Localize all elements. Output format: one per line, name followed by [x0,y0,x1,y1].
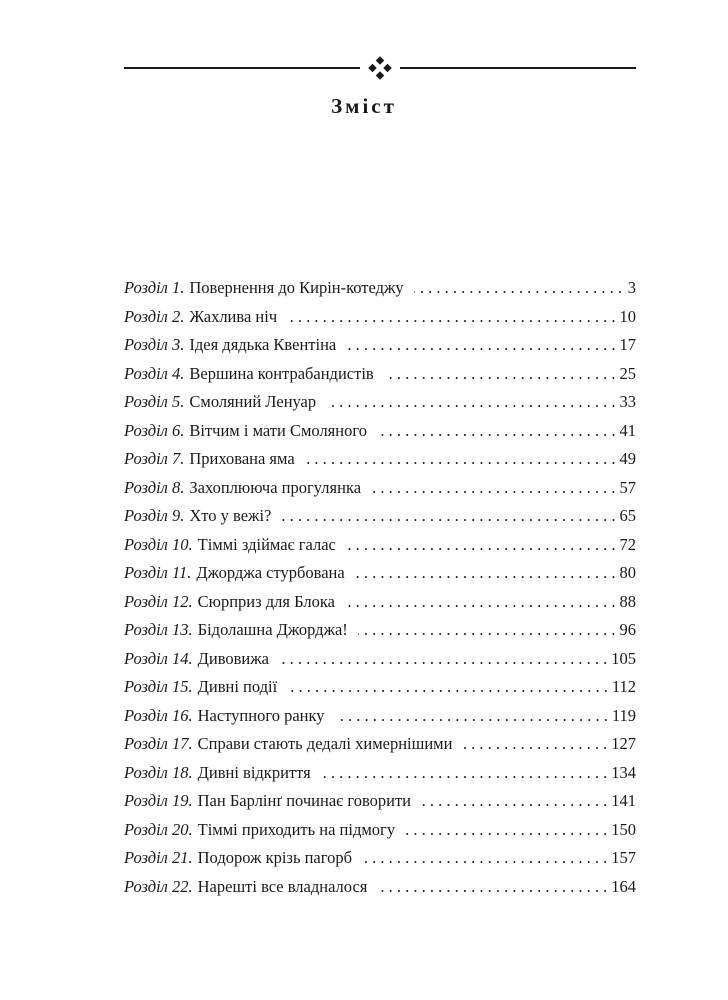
toc-entry[interactable] [124,502,636,531]
toc-entry[interactable] [124,588,636,617]
chapter-title: Хто у вежі? [189,506,272,525]
chapter-label: Розділ 4. [124,363,185,383]
table-of-contents [124,274,636,901]
chapter-page-number: 112 [611,677,636,696]
dot-leader [384,360,616,389]
chapter-page-number: 88 [619,591,636,611]
chapter-label: Розділ 10. [124,534,193,554]
chapter-page-number: 49 [619,449,636,468]
chapter-label: Розділ 19. [124,791,193,810]
dot-leader [355,559,616,588]
chapter-title: Дивовижа [197,648,269,668]
chapter-page-number: 3 [627,278,636,297]
chapter-page-number: 150 [611,819,636,839]
toc-entry[interactable] [124,445,636,474]
chapter-label: Розділ 7. [124,449,185,468]
chapter-title: Дивні події [197,677,278,696]
chapter-page-number: 157 [611,848,636,867]
chapter-page-number: 105 [611,648,636,668]
chapter-title: Вітчим і мати Смоляного [189,420,367,440]
chapter-page-number: 141 [611,791,636,810]
toc-entry[interactable] [124,616,636,645]
chapter-label: Розділ 1. [124,278,185,297]
dot-leader [335,702,608,731]
chapter-title: Дивні відкриття [197,762,311,782]
page-title: Зміст [331,94,397,118]
toc-entry[interactable] [124,844,636,873]
chapter-page-number: 33 [619,392,636,411]
dot-leader [345,588,616,617]
ornament-line-right [400,67,636,69]
chapter-label: Розділ 18. [124,762,193,782]
chapter-label: Розділ 8. [124,477,185,497]
chapter-page-number: 119 [611,705,636,725]
dot-leader [377,417,616,446]
chapter-title: Джорджа стурбована [196,563,345,582]
toc-entry[interactable] [124,417,636,446]
chapter-label: Розділ 16. [124,705,193,725]
chapter-label: Розділ 20. [124,819,193,839]
chapter-label: Розділ 6. [124,420,185,440]
dot-leader [346,531,616,560]
dot-leader [287,673,608,702]
toc-entry[interactable] [124,303,636,332]
dot-leader [362,844,607,873]
chapter-title: Нарешті все владналося [197,876,368,896]
chapter-page-number: 164 [611,876,636,896]
chapter-page-number: 17 [619,335,636,354]
dot-leader [321,759,608,788]
dot-leader [346,331,615,360]
toc-entry[interactable] [124,787,636,816]
chapter-title: Захоплююча прогулянка [189,477,362,497]
toc-entry[interactable] [124,759,636,788]
chapter-page-number: 127 [611,734,636,753]
chapter-title: Пан Барлінґ починає говорити [197,791,412,810]
chapter-title: Тіммі приходить на підмогу [197,819,396,839]
dot-leader [326,388,615,417]
toc-entry[interactable] [124,531,636,560]
toc-entry[interactable] [124,360,636,389]
chapter-title: Повернення до Кирін-котеджу [189,278,404,297]
chapter-title: Справи стають дедалі химернішими [197,734,453,753]
dot-leader [421,787,607,816]
chapter-page-number: 72 [619,534,636,554]
chapter-title: Тіммі здіймає галас [197,534,336,554]
toc-entry[interactable] [124,816,636,845]
chapter-title: Наступного ранку [197,705,325,725]
chapter-label: Розділ 2. [124,306,185,326]
dot-leader [371,474,615,503]
chapter-title: Сюрприз для Блока [197,591,335,611]
chapter-label: Розділ 13. [124,620,193,639]
chapter-label: Розділ 14. [124,648,193,668]
chapter-label: Розділ 17. [124,734,193,753]
dot-leader [405,816,607,845]
header-ornament [124,58,636,78]
chapter-label: Розділ 21. [124,848,193,867]
dot-leader [281,502,615,531]
chapter-title: Подорож крізь пагорб [197,848,352,867]
chapter-label: Розділ 22. [124,876,193,896]
dot-leader [462,730,607,759]
toc-entry[interactable] [124,331,636,360]
chapter-title: Жахлива ніч [189,306,278,326]
chapter-title: Вершина контрабандистів [189,363,374,383]
chapter-page-number: 41 [619,420,636,440]
toc-entry[interactable] [124,873,636,902]
toc-entry[interactable] [124,474,636,503]
chapter-label: Розділ 5. [124,392,185,411]
toc-entry[interactable] [124,388,636,417]
toc-entry[interactable] [124,702,636,731]
chapter-page-number: 25 [619,363,636,383]
toc-entry[interactable] [124,730,636,759]
chapter-page-number: 65 [619,506,636,525]
chapter-page-number: 96 [619,620,636,639]
chapter-page-number: 80 [619,563,636,582]
dot-leader [279,645,607,674]
toc-entry[interactable] [124,559,636,588]
dot-leader [358,616,616,645]
diamond-ornament-icon [368,56,392,80]
chapter-label: Розділ 11. [124,563,192,582]
toc-entry[interactable] [124,673,636,702]
chapter-label: Розділ 15. [124,677,193,696]
chapter-label: Розділ 12. [124,591,193,611]
chapter-title: Ідея дядька Квентіна [189,335,337,354]
dot-leader [287,303,615,332]
ornament-line-left [124,67,360,69]
chapter-label: Розділ 9. [124,506,185,525]
toc-entry[interactable] [124,274,636,303]
chapter-page-number: 10 [619,306,636,326]
chapter-label: Розділ 3. [124,335,185,354]
dot-leader [414,274,622,303]
toc-entry[interactable] [124,645,636,674]
chapter-title: Бідолашна Джорджа! [197,620,348,639]
dot-leader [305,445,616,474]
dot-leader [377,873,607,902]
chapter-page-number: 57 [619,477,636,497]
chapter-title: Прихована яма [189,449,295,468]
chapter-title: Смоляний Ленуар [189,392,317,411]
chapter-page-number: 134 [611,762,636,782]
